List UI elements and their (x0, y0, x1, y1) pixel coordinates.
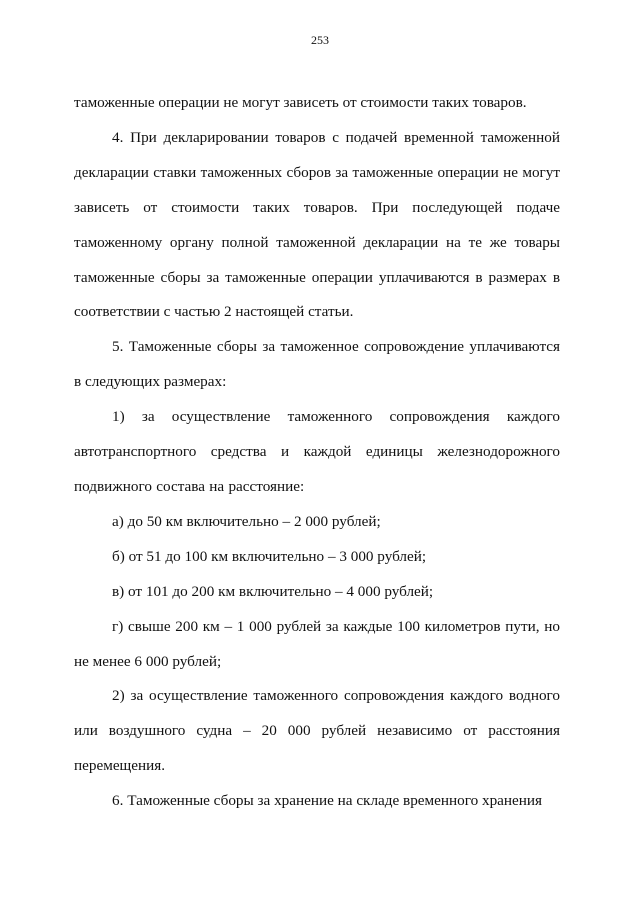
paragraph-subitem-1: 1) за осуществление таможенного сопровождения каждого автотранспортного средства и каждой единицы железнодорожного подвижного состава на расстояние: (74, 408, 560, 495)
list-item-v: в) от 101 до 200 км включительно – 4 000 рублей; (112, 582, 434, 600)
list-item-g: г) свыше 200 км – 1 000 рублей за каждые 100 километров пути, но не менее 6 000 рублей; (74, 617, 560, 670)
document-body (74, 86, 560, 819)
paragraph-item-5: 5. Таможенные сборы за таможенное сопровождение уплачиваются в следующих размерах: (74, 338, 560, 391)
paragraph-continuation: таможенные операции не могут зависеть от стоимости таких товаров. (74, 94, 527, 111)
list-item-a: а) до 50 км включительно – 2 000 рублей; (112, 512, 381, 530)
page-number: 253 (311, 33, 329, 47)
paragraph-item-6: 6. Таможенные сборы за хранение на складе временного хранения (112, 792, 543, 810)
list-item-b: б) от 51 до 100 км включительно – 3 000 рублей; (112, 547, 427, 565)
paragraph-subitem-2: 2) за осуществление таможенного сопровождения каждого водного или воздушного судна – 20 000 рублей независимо от расстояния перемещения. (74, 687, 560, 775)
paragraph-item-4: 4. При декларировании товаров с подачей временной таможенной декларации ставки таможенных сборов за таможенные операции не могут зависеть от стоимости таких товаров. При последующей подаче таможенному органу полной таможенной декларации на те же товары таможенные сборы за таможенные операции уплачиваются в размерах в соответствии с частью 2 настоящей статьи. (74, 128, 560, 321)
